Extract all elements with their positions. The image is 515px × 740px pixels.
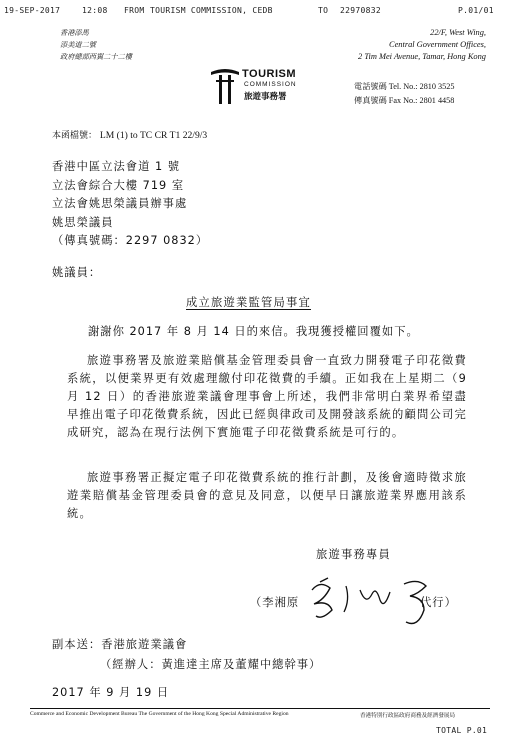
fax-total: TOTAL P.01 — [436, 726, 488, 735]
subject: 成立旅遊業監管局事宜 — [186, 296, 311, 309]
fax-page: P.01/01 — [458, 6, 494, 15]
footer-rule — [30, 708, 490, 709]
tel-row — [354, 80, 454, 94]
salutation: 姚議員： — [52, 266, 102, 279]
tourism-commission-logo — [210, 64, 320, 110]
recipient-block — [52, 158, 208, 251]
signed-by-close: 代行） — [420, 596, 457, 609]
logo-line3: 旅遊事務署 — [244, 92, 287, 102]
recipient-line: 姚思榮議員 — [52, 215, 114, 229]
address-en-line: 2 Tim Mei Avenue, Tamar, Hong Kong — [358, 52, 486, 61]
signed-by-open: （李湘原 — [250, 596, 300, 609]
recipient-line: （傳真號碼：2297 0832） — [52, 234, 209, 247]
fax-row — [354, 94, 454, 108]
fax-from: TOURISM COMMISSION, CEDB — [150, 6, 273, 15]
logo-line1: TOURISM — [242, 68, 297, 80]
contact-info — [354, 80, 454, 108]
handwritten-signature-icon — [300, 570, 450, 632]
reference-label: 本函檔號： — [52, 131, 98, 141]
fax-to-label: TO — [318, 6, 329, 15]
fax-date: 19-SEP-2017 — [4, 6, 61, 15]
gate-logo-icon — [210, 66, 240, 106]
fax-time: 12:08 — [82, 6, 108, 15]
cc-label: 副本送： — [52, 638, 102, 651]
address-zh-line: 香港添馬 — [60, 28, 89, 37]
recipient-line: 立法會姚思榮議員辦事處 — [52, 197, 188, 210]
address-zh-line: 添美道二號 — [60, 40, 96, 49]
reference — [52, 128, 207, 141]
cc-attention: （經辦人：黃進達主席及董耀中總幹事） — [100, 658, 322, 671]
fax-label: 傳真號碼 Fax No.: — [354, 96, 418, 105]
cc-value: 香港旅遊業議會 — [101, 638, 188, 651]
address-en — [358, 27, 486, 63]
paragraph-3: 旅遊事務署正擬定電子印花徵費系統的推行計劃，及後會適時徵求旅遊業賠償基金管理委員會的意見及同意，以便早日讓旅遊業界應用該系統。 — [67, 471, 467, 520]
letter-date: 2017 年 9 月 19 日 — [52, 686, 170, 699]
address-zh — [60, 27, 132, 63]
tel-label: 電話號碼 Tel. No.: — [354, 82, 418, 91]
address-zh-line: 政府總部西翼二十二樓 — [60, 52, 132, 61]
reference-value: LM (1) to TC CR T1 22/9/3 — [99, 130, 208, 141]
fax-value: 2801 4458 — [419, 96, 455, 105]
address-en-line: 22/F, West Wing, — [430, 28, 486, 37]
fax-from-label: FROM — [124, 6, 145, 15]
tel-value: 2810 3525 — [419, 82, 455, 91]
logo-line2: COMMISSION — [244, 81, 297, 88]
fax-to: 22970832 — [340, 6, 381, 15]
footer-zh: 香港特別行政區政府商務及經濟發展局 — [360, 713, 456, 719]
cc-line — [52, 636, 187, 652]
recipient-line: 立法會綜合大樓 719 室 — [52, 178, 185, 192]
recipient-line: 香港中區立法會道 1 號 — [52, 160, 181, 173]
address-en-line: Central Government Offices, — [389, 40, 486, 49]
footer-en: Commerce and Economic Development Bureau The Government of the Hong Kong Special Administrative Region — [30, 711, 289, 717]
signatory-title: 旅遊事務專員 — [316, 548, 391, 561]
paragraph-1: 謝謝你 2017 年 8 月 14 日的來信。我現獲授權回覆如下。 — [88, 325, 419, 338]
paragraph-2: 旅遊事務署及旅遊業賠償基金管理委員會一直致力開發電子印花徵費系統，以便業界更有效處理繳付印花徵費的手續。正如我在上星期二（9 月 12 日）的香港旅遊業議會理事會上所述，我們非常明白業界希望盡早推出電子印花徵費系統，因此已經與律政司及開發該系統的顧問公司完成研究，認為在現行法例下實施電子印花徵費系統是可行的。 — [67, 354, 467, 439]
